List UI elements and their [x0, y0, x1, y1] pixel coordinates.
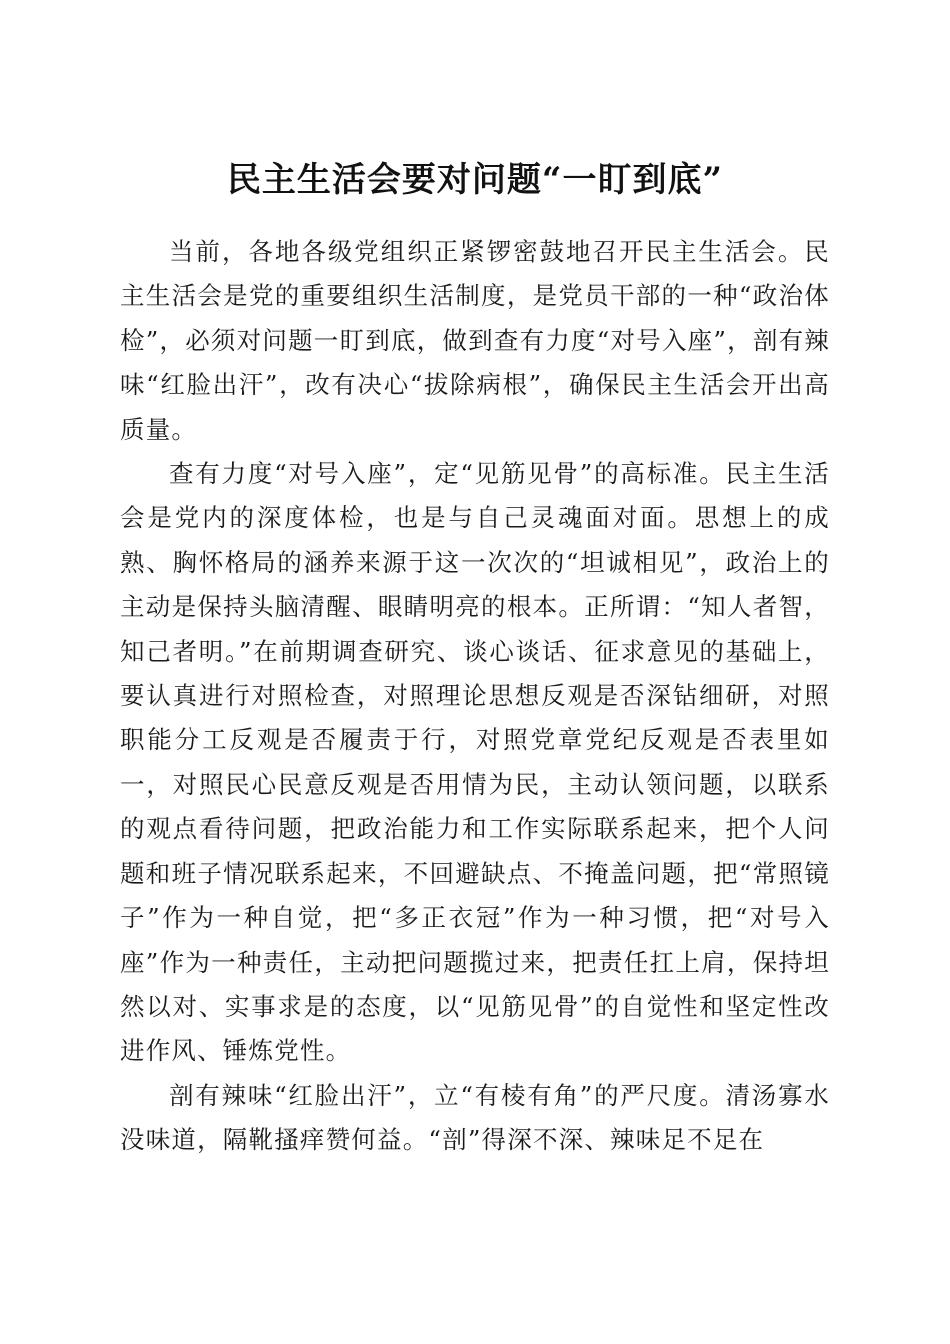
- paragraph-investigation: 查有力度“对号入座”，定“见筋见骨”的高标准。民主生活会是党内的深度体检，也是与自己灵魂面对面。思想上的成熟、胸怀格局的涵养来源于这一次次的“坦诚相见”，政治上的主动是保持头脑清醒、眼睛明亮的根本。正所谓：“知人者智，知己者明。”在前期调查研究、谈心谈话、征求意见的基础上，要认真进行对照检查，对照理论思想反观是否深钻细研，对照职能分工反观是否履责于行，对照党章党纪反观是否表里如一，对照民心民意反观是否用情为民，主动认领问题，以联系的观点看待问题，把政治能力和工作实际联系起来，把个人问题和班子情况联系起来，不回避缺点、不掩盖问题，把“常照镜子”作为一种自觉，把“多正衣冠”作为一种习惯，把“对号入座”作为一种责任，主动把问题揽过来，把责任扛上肩，保持坦然以对、实事求是的态度，以“见筋见骨”的自觉性和坚定性改进作风、锤炼党性。: [120, 459, 830, 1066]
- document-body: [120, 230, 830, 1163]
- paragraph-intro: 当前，各地各级党组织正紧锣密鼓地召开民主生活会。民主生活会是党的重要组织生活制度，是党员干部的一种“政治体检”，必须对问题一盯到底，做到查有力度“对号入座”，剖有辣味“红脸出汗”，改有决心“拔除病根”，确保民主生活会开出高质量。: [120, 237, 830, 444]
- paragraph-analysis: 剖有辣味“红脸出汗”，立“有棱有角”的严尺度。清汤寡水没味道，隔靴搔痒赞何益。“剖”得深不深、辣味足不足在: [120, 1080, 830, 1155]
- document-title: 民主生活会要对问题“一盯到底”: [226, 159, 724, 200]
